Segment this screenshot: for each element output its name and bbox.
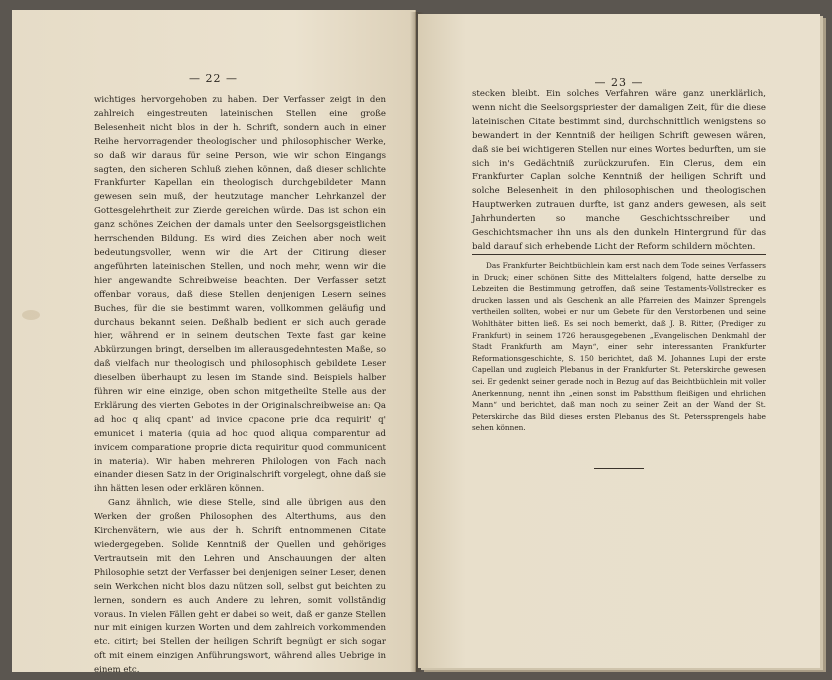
left-page xyxy=(12,10,416,676)
right-page-text xyxy=(472,88,766,255)
right-page xyxy=(418,14,820,668)
page-number-left: — 22 — xyxy=(189,72,238,85)
paragraph: stecken bleibt. Ein solches Verfahren wäre ganz unerklärlich, wenn nicht die Seelsorgspriester der damaligen Zeit, für die diese lateinischen Citate bestimmt sind, durchschnittlich wenigstens so bewandert in der Kenntniß der heiligen Schrift gewesen wären, daß sie bei wichtigeren Stellen nur eines Wortes bedurften, um sie sich in's Gedächtniß zurückzurufen. Ein Clerus, dem ein Frankfurter Caplan solche Kenntniß der heiligen Schrift und solche Belesenheit in den philosophischen und theologischen Hauptwerken zutrauen durfte, ist ganz anders gewesen, als seit Jahrhunderten so manche Geschichtsschreiber und Geschichtsmacher ihn uns als den dunkeln Hintergrund für das bald darauf sich erhebende Licht der Reform schildern möchten. xyxy=(472,89,766,252)
end-rule xyxy=(594,468,644,469)
paragraph: Ganz ähnlich, wie diese Stelle, sind alle übrigen aus den Werken der großen Philosophen des Alterthums, aus den Kirchenvätern, wie aus der h. Schrift entnommenen Citate wiedergegeben. Solide Kenntniß der Quellen und gehöriges Vertrautsein mit den Lehren und Anschauungen der alten Philosophie setzt der Verfasser bei denjenigen seiner Leser, denen sein Werkchen nicht blos dazu nützen soll, selbst gut beichten zu lernen, sondern es auch Andere zu lehren, somit vollständig voraus. In vielen Fällen geht er dabei so weit, daß er ganze Stellen nur mit einigen kurzen Worten und dem zahlreich vorkommenden etc. citirt; bei Stellen der heiligen Schrift begnügt er sich sogar oft mit einem einzigen Anführungswort, während alles Uebrige in einem etc. xyxy=(94,498,386,676)
left-page-text xyxy=(94,94,386,678)
page-number-right: — 23 — xyxy=(594,76,644,89)
footnote: Das Frankfurter Beichtbüchlein kam erst nach dem Tode seines Verfassers in Druck; einer schönen Sitte des Mittelalters folgend, hatte derselbe zu Lebzeiten die Bestimmung getroffen, daß seine Testaments-Vollstrecker es drucken lassen und als Geschenk an alle Pfarreien des Mainzer Sprengels vertheilen sollten, wobei er nur um Gebete für den Verstorbenen und seine Wohlthäter bitten ließ. Es sei noch bemerkt, daß J. B. Ritter, (Prediger zu Frankfurt) in seinem 1726 herausgegebenen „Evangelischen Denkmahl der Stadt Frankfurth am Mayn“, einer sehr interessanten Frankfurter Reformationsgeschichte, S. 150 berichtet, daß M. Johannes Lupi der erste Capellan und zugleich Plebanus in der Frankfurter St. Peterskirche gewesen sei. Er gedenkt seiner gerade noch in Bezug auf das Beichtbüchlein mit voller Anerkennung, nennt ihn „einen sonst im Pabstthum fleißigen und ehrlichen Mann“ und berichtet, daß man noch zu seiner Zeit an der Wand der St. Peterskirche das Bild dieses ersten Plebanus des St. Peterssprengels habe sehen können. xyxy=(472,261,766,433)
paragraph: wichtiges hervorgehoben zu haben. Der Verfasser zeigt in den zahlreich eingestreuten lateinischen Stellen eine große Belesenheit nicht blos in der h. Schrift, sondern auch in einer Reihe hervorragender theologischer und philosophischer Werke, so daß wir daraus für seine Person, wie wir schon Eingangs sagten, den sicheren Schluß ziehen können, daß dieser schlichte Frankfurter Kapellan ein theologisch durchgebildeter Mann gewesen sein muß, der heutzutage mancher Lehrkanzel der Gottesgelehrtheit zur Zierde gereichen würde. Das ist schon ein ganz schönes Zeichen der damals unter den Seelsorgsgeistlichen herrschenden Bildung. Es wird dies Zeichen aber noch weit bedeutungsvoller, wenn wir die Art der Citirung dieser angeführten lateinischen Stellen, und noch mehr, wenn wir die hier angewandte Schreibweise beachten. Der Verfasser setzt offenbar voraus, daß diese Stellen denjenigen Lesern seines Buches, für die sie bestimmt waren, vollkommen geläufig und durchaus bekannt seien. Deßhalb bedient er sich auch gerade hier, während er in seinem deutschen Texte fast gar keine Abkürzungen bringt, derselben im allerausgedehntesten Maße, so daß vielfach nur theologisch und philosophisch gebildete Leser dieselben überhaupt zu lesen im Stande sind. Beispiels halber führen wir eine einzige, oben schon mitgetheilte Stelle aus der Erklärung des vierten Gebotes in der Originalschreibweise an: Qa ad hoc q aliq cpant' ad invice cpacone prie dca requirit' q' emunicet i materia (quia ad hoc quod aliqua comparentur ad invicem comparatione proprie dicta requiritur quod communicent in materia). Wir haben mehreren Philologen von Fach nach einander diesen Satz in der Originalschrift vorgelegt, ohne daß sie ihn hätten lesen oder erklären können. xyxy=(94,95,386,495)
paper-stain xyxy=(22,310,40,320)
footnote-divider xyxy=(472,254,766,255)
